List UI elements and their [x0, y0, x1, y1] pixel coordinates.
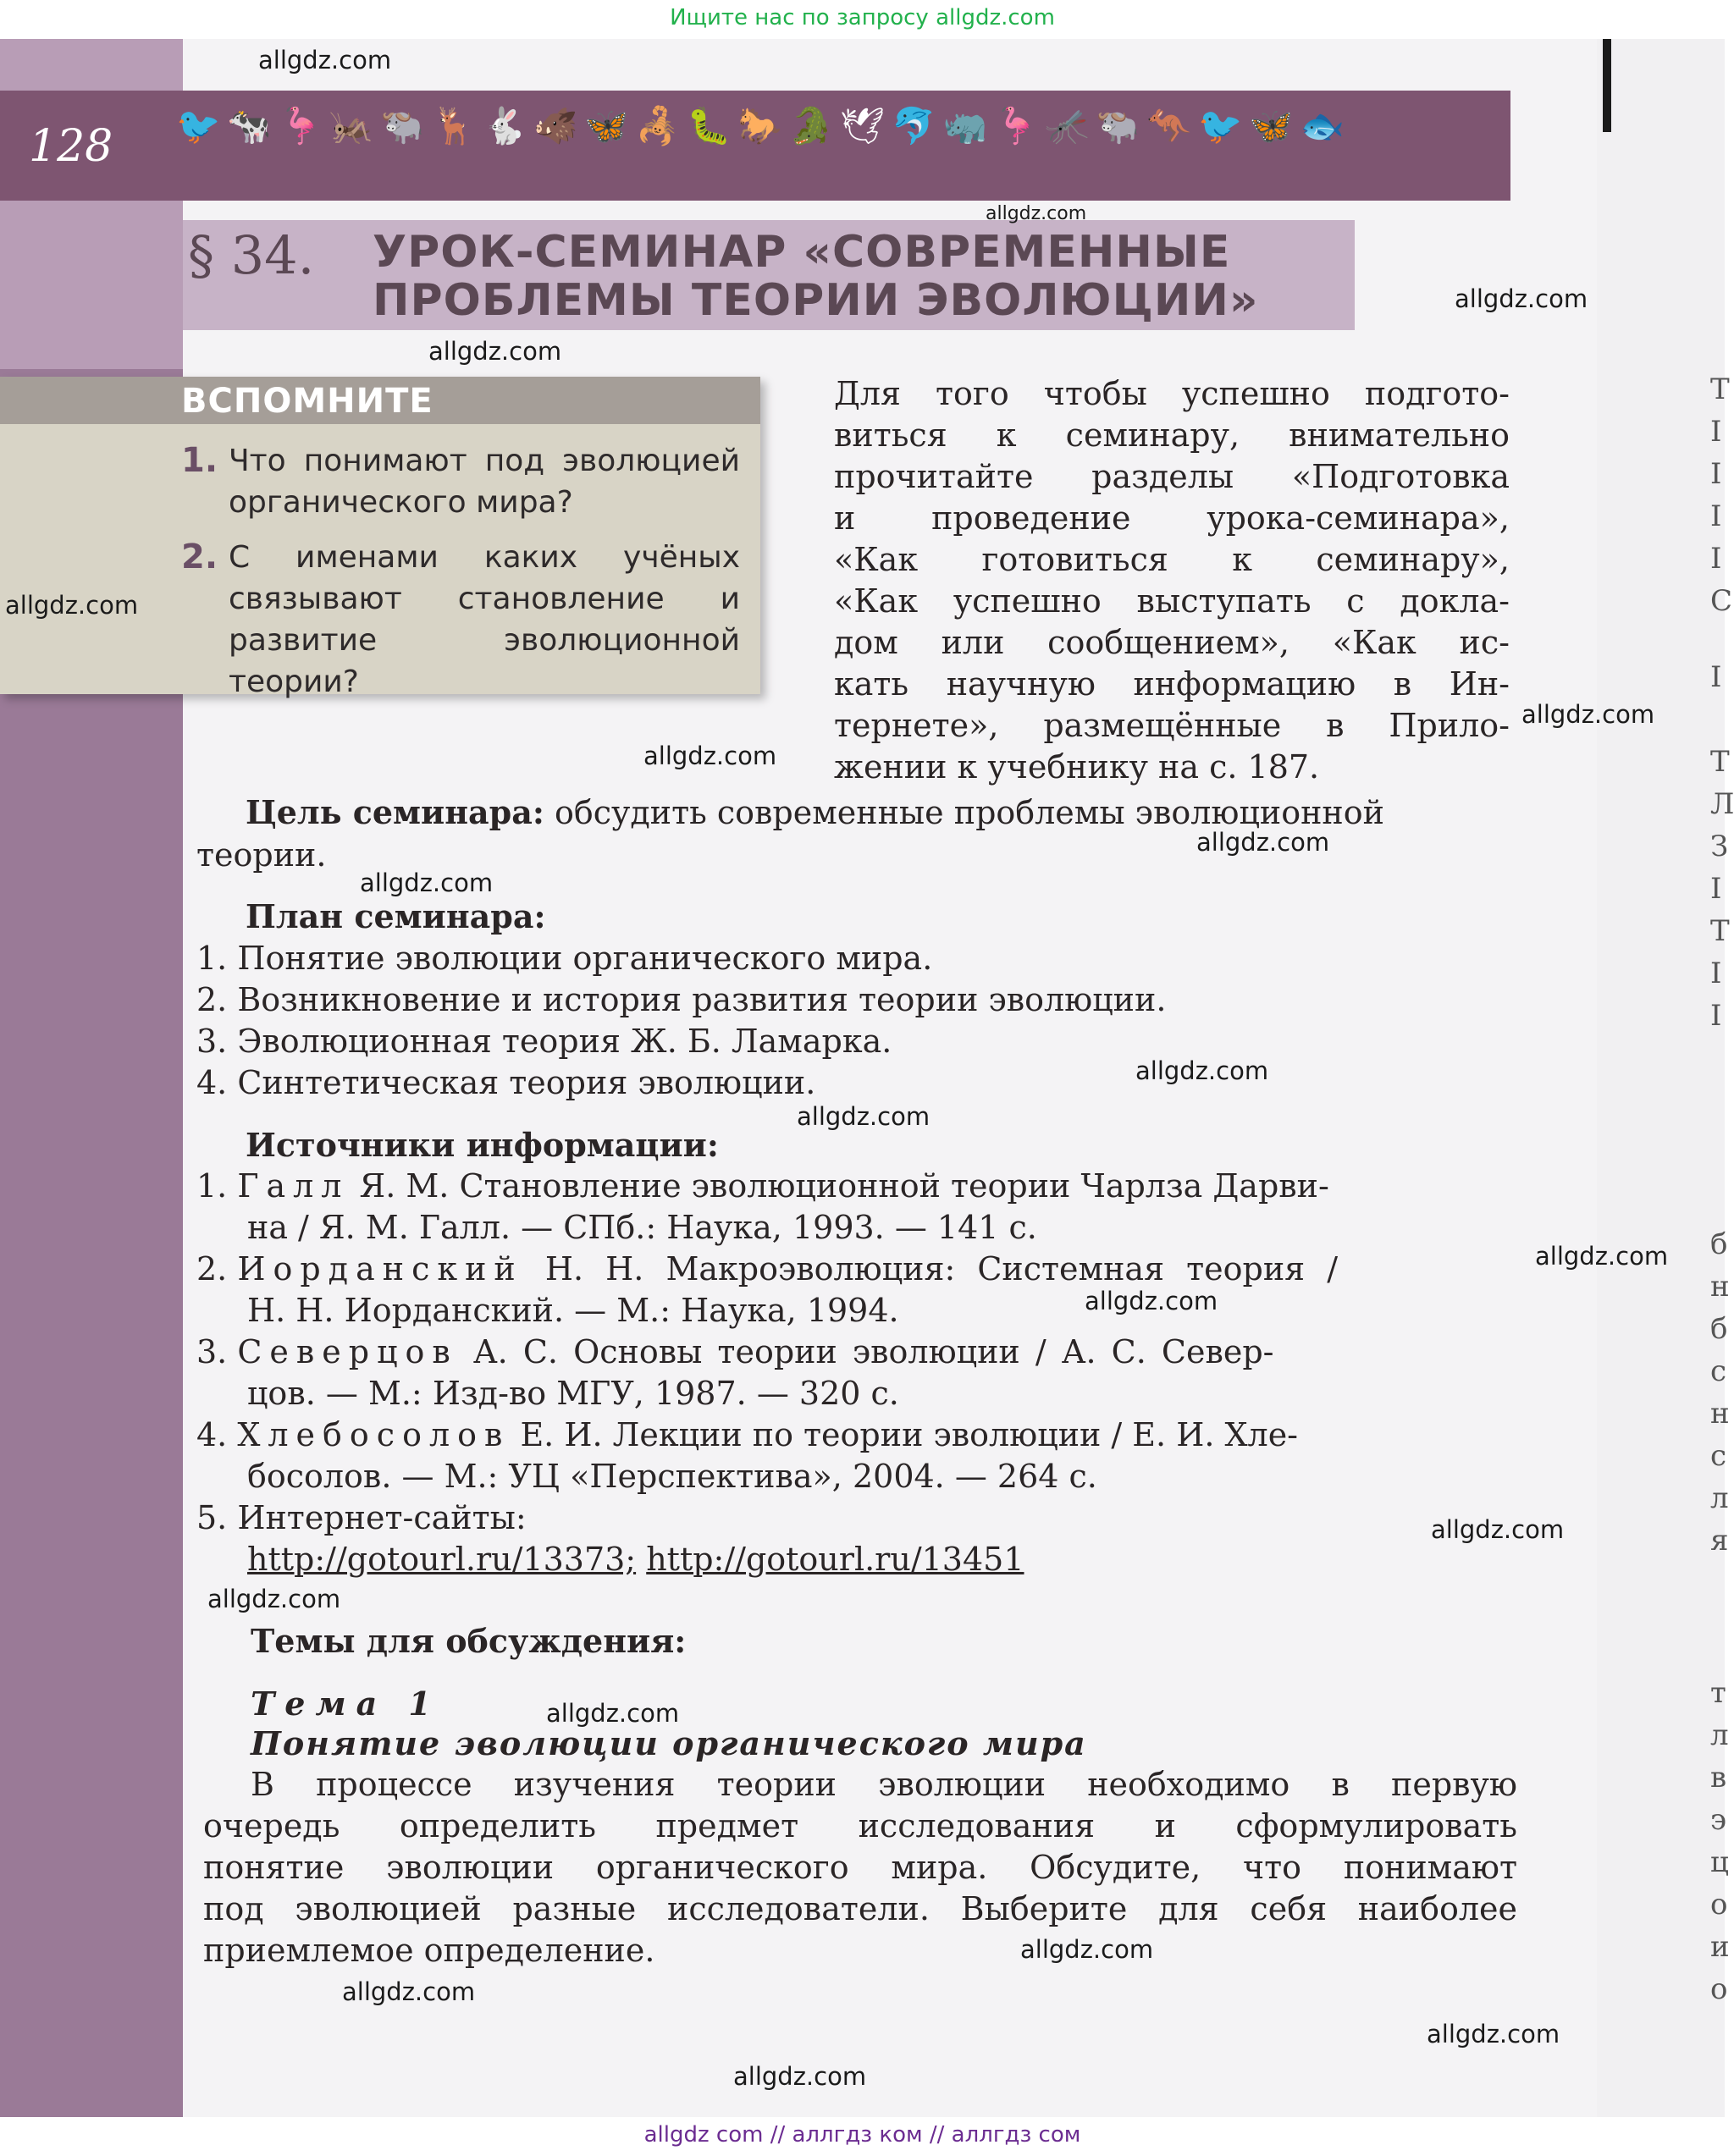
- source-3-text: А. С. Основы теории эволюции / А. С. Север-: [457, 1333, 1274, 1370]
- title-line-2: ПРОБЛЕМЫ ТЕОРИИ ЭВОЛЮЦИИ»: [373, 275, 1259, 326]
- sources-heading: Источники информации:: [246, 1126, 719, 1164]
- right-page-fragment: I: [1710, 660, 1722, 694]
- animal-icon: 🐟: [1300, 105, 1345, 146]
- right-page-fragment: я: [1710, 1524, 1729, 1558]
- animal-silhouettes-row: [176, 105, 1446, 156]
- watermark: allgdz.com: [342, 1977, 476, 2006]
- source-2-text: Н. Н. Макроэволюция: Системная теория /: [522, 1250, 1339, 1288]
- watermark: allgdz.com: [986, 203, 1087, 224]
- animal-icon: 🐦: [176, 105, 221, 146]
- title-line-1: УРОК-СЕМИНАР «СОВРЕМЕННЫЕ: [373, 227, 1231, 278]
- animal-icon: 🦩: [993, 105, 1039, 146]
- source-3-line-2: цов. — М.: Изд-во МГУ, 1987. — 320 с.: [247, 1375, 899, 1412]
- plan-item-1: 1. Понятие эволюции органического мира.: [196, 940, 933, 977]
- topic-1-line-5: приемлемое определение.: [203, 1932, 655, 1969]
- recall-question-2-text: С именами каких учёных связывают становление и развитие эволюционной теории?: [229, 540, 740, 699]
- right-page-fragment: С: [1710, 584, 1733, 618]
- topic-1-line-4: под эволюцией разные исследователи. Выберите для себя наиболее: [203, 1890, 1517, 1927]
- animal-icon: 🦘: [1146, 105, 1191, 146]
- top-note[interactable]: Ищите нас по запросу allgdz.com: [670, 5, 1055, 30]
- bottom-note[interactable]: allgdz com // аллгдз ком // аллгдз сом: [643, 2122, 1081, 2148]
- source-3-author: Северцов: [237, 1333, 458, 1370]
- right-page-fragment: Т: [1710, 914, 1730, 948]
- animal-icon: 🦋: [584, 105, 629, 146]
- watermark: allgdz.com: [1535, 1242, 1669, 1271]
- right-page-fragment: о: [1710, 1972, 1728, 2006]
- source-1-text: Я. М. Становление эволюционной теории Чарлза Дарви-: [349, 1167, 1329, 1205]
- animal-icon: 🕊: [839, 105, 886, 146]
- source-4-line-1: 4. Хлебосолов Е. И. Лекции по теории эволюции / Е. И. Хле-: [196, 1416, 1299, 1453]
- source-3-line-1: 3. Северцов А. С. Основы теории эволюции / А. С. Север-: [196, 1333, 1274, 1370]
- intro-line-3: прочитайте разделы «Подготовка: [834, 458, 1510, 495]
- topic-1-line-3: понятие эволюции органического мира. Обсудите, что понимают: [203, 1849, 1517, 1886]
- right-page-fragment: ц: [1710, 1845, 1729, 1879]
- animal-icon: 🦌: [431, 105, 476, 146]
- intro-line-7: дом или сообщением», «Как ис-: [834, 624, 1510, 661]
- animal-icon: 🦂: [635, 105, 680, 146]
- watermark: allgdz.com: [258, 46, 392, 74]
- plan-item-4: 4. Синтетическая теория эволюции.: [196, 1064, 816, 1101]
- watermark: allgdz.com: [5, 591, 139, 620]
- intro-line-9: тернете», размещённые в Прило-: [834, 707, 1510, 744]
- intro-line-6: «Как успешно выступать с докла-: [834, 582, 1510, 620]
- animal-icon: 🐬: [892, 105, 936, 146]
- topic-1-label: Тема 1: [251, 1685, 441, 1723]
- source-1-line-2: на / Я. М. Галл. — СПб.: Наука, 1993. — 141 с.: [247, 1209, 1037, 1246]
- recall-question-1-text: Что понимают под эволюцией органического мира?: [229, 444, 740, 520]
- source-4-author: Хлебосолов: [237, 1416, 511, 1453]
- topic-1-line-1: В процессе изучения теории эволюции необходимо в первую: [251, 1766, 1517, 1803]
- animal-icon: 🐗: [533, 105, 578, 146]
- source-4-text: Е. И. Лекции по теории эволюции / Е. И. Хле-: [510, 1416, 1299, 1453]
- right-page-fragment: н: [1710, 1397, 1730, 1431]
- watermark: allgdz.com: [1521, 700, 1655, 729]
- right-page-fragment: Т: [1710, 372, 1730, 406]
- watermark: allgdz.com: [207, 1585, 341, 1613]
- plan-item-3: 3. Эволюционная теория Ж. Б. Ламарка.: [196, 1023, 892, 1060]
- page-fold-divider: [1603, 39, 1611, 132]
- seminar-goal-text: обсудить современные проблемы эволюционной: [544, 794, 1384, 831]
- right-page-fragment: в: [1710, 1761, 1727, 1795]
- right-page-fragment: б: [1710, 1227, 1728, 1261]
- source-4-line-2: босолов. — М.: УЦ «Перспектива», 2004. — 264 с.: [247, 1458, 1097, 1495]
- paragraph-number: § 34.: [188, 224, 315, 286]
- animal-icon: 🐃: [380, 105, 425, 146]
- watermark: allgdz.com: [797, 1102, 931, 1131]
- right-page-fragment: б: [1710, 1312, 1728, 1346]
- topic-1-line-2: очередь определить предмет исследования и сформулировать: [203, 1807, 1517, 1844]
- right-page-fragment: т: [1710, 1676, 1726, 1710]
- watermark: allgdz.com: [1085, 1287, 1218, 1315]
- animal-icon: 🐃: [1096, 105, 1140, 146]
- source-2-line-2: Н. Н. Иорданский. — М.: Наука, 1994.: [247, 1292, 899, 1329]
- animal-icon: 🐇: [482, 105, 527, 146]
- recall-question-1-number: 1.: [181, 441, 218, 480]
- animal-icon: 🦏: [942, 105, 987, 146]
- intro-line-5: «Как готовиться к семинару»,: [834, 541, 1510, 578]
- watermark: allgdz.com: [360, 868, 494, 897]
- intro-line-4: и проведение урока-семинара»,: [834, 499, 1510, 537]
- page-number: 128: [29, 121, 113, 172]
- right-page-fragment: I: [1710, 957, 1722, 990]
- animal-icon: 🐊: [788, 105, 833, 146]
- right-page-fragment: Т: [1710, 745, 1730, 779]
- watermark: allgdz.com: [1135, 1056, 1269, 1085]
- right-page-fragment: З: [1710, 830, 1729, 863]
- animal-icon: 🐄: [227, 105, 272, 146]
- right-page-fragment: л: [1710, 1481, 1729, 1515]
- right-page-fragment: I: [1710, 999, 1722, 1033]
- source-2-author: Иорданский: [237, 1250, 523, 1288]
- right-page-fragment: I: [1710, 872, 1722, 906]
- animal-icon: 🐎: [737, 105, 782, 146]
- seminar-goal-line-2: теории.: [196, 836, 327, 874]
- watermark: allgdz.com: [1455, 284, 1588, 313]
- right-page-fragment: I: [1710, 415, 1722, 449]
- watermark: allgdz.com: [1427, 2020, 1560, 2048]
- source-2-line-1: 2. Иорданский Н. Н. Макроэволюция: Системная теория /: [196, 1250, 1339, 1288]
- source-1-author: Галл: [237, 1167, 350, 1205]
- seminar-goal-label: Цель семинара:: [246, 793, 544, 831]
- right-page-fragment: I: [1710, 499, 1722, 533]
- recall-question-2: [181, 537, 740, 703]
- right-page-fragment: э: [1710, 1803, 1727, 1837]
- right-page-edge: [1597, 39, 1728, 2117]
- animal-icon: 🦗: [329, 105, 374, 146]
- source-link-2[interactable]: http://gotourl.ru/13451: [646, 1541, 1024, 1578]
- watermark: allgdz.com: [643, 742, 777, 770]
- topics-heading: Темы для обсуждения:: [251, 1622, 687, 1660]
- right-page-fragment: Л: [1710, 787, 1734, 821]
- recall-header: ВСПОМНИТЕ: [181, 382, 434, 421]
- watermark: allgdz.com: [428, 337, 562, 366]
- intro-line-8: кать научную информацию в Ин-: [834, 665, 1510, 703]
- animal-icon: 🐛: [686, 105, 732, 146]
- source-5-line-1: 5. Интернет-сайты:: [196, 1499, 527, 1536]
- recall-question-2-number: 2.: [181, 538, 218, 576]
- plan-item-2: 2. Возникновение и история развития теории эволюции.: [196, 981, 1167, 1018]
- watermark: allgdz.com: [1020, 1935, 1154, 1964]
- source-1-line-1: 1. Галл Я. М. Становление эволюционной теории Чарлза Дарви-: [196, 1167, 1329, 1205]
- watermark: allgdz.com: [733, 2062, 867, 2091]
- right-page-fragment: и: [1710, 1930, 1730, 1964]
- animal-icon: 🦋: [1249, 105, 1294, 146]
- right-page-fragment: о: [1710, 1888, 1728, 1922]
- watermark: allgdz.com: [1196, 828, 1330, 857]
- topic-1-title: Понятие эволюции органического мира: [251, 1724, 1087, 1762]
- right-page-fragment: с: [1710, 1439, 1727, 1473]
- right-page-fragment: I: [1710, 457, 1722, 491]
- title-band-left: [0, 220, 183, 330]
- recall-question-1: [181, 440, 740, 523]
- watermark: allgdz.com: [1431, 1515, 1565, 1544]
- right-page-fragment: I: [1710, 542, 1722, 576]
- source-link-1[interactable]: http://gotourl.ru/13373;: [247, 1541, 637, 1578]
- right-page-fragment: с: [1710, 1354, 1727, 1388]
- source-5-links: [247, 1539, 1024, 1580]
- animal-icon: 🦟: [1045, 105, 1090, 146]
- animal-icon: 🐦: [1197, 105, 1243, 146]
- animal-icon: 🦩: [278, 105, 323, 146]
- plan-heading: План семинара:: [246, 897, 546, 935]
- right-page-fragment: н: [1710, 1270, 1730, 1304]
- intro-line-1: Для того чтобы успешно подгото-: [834, 375, 1510, 412]
- intro-line-2: виться к семинару, внимательно: [834, 416, 1510, 454]
- intro-line-10: жении к учебнику на с. 187.: [834, 748, 1320, 786]
- right-page-fragment: л: [1710, 1718, 1729, 1752]
- watermark: allgdz.com: [546, 1699, 680, 1728]
